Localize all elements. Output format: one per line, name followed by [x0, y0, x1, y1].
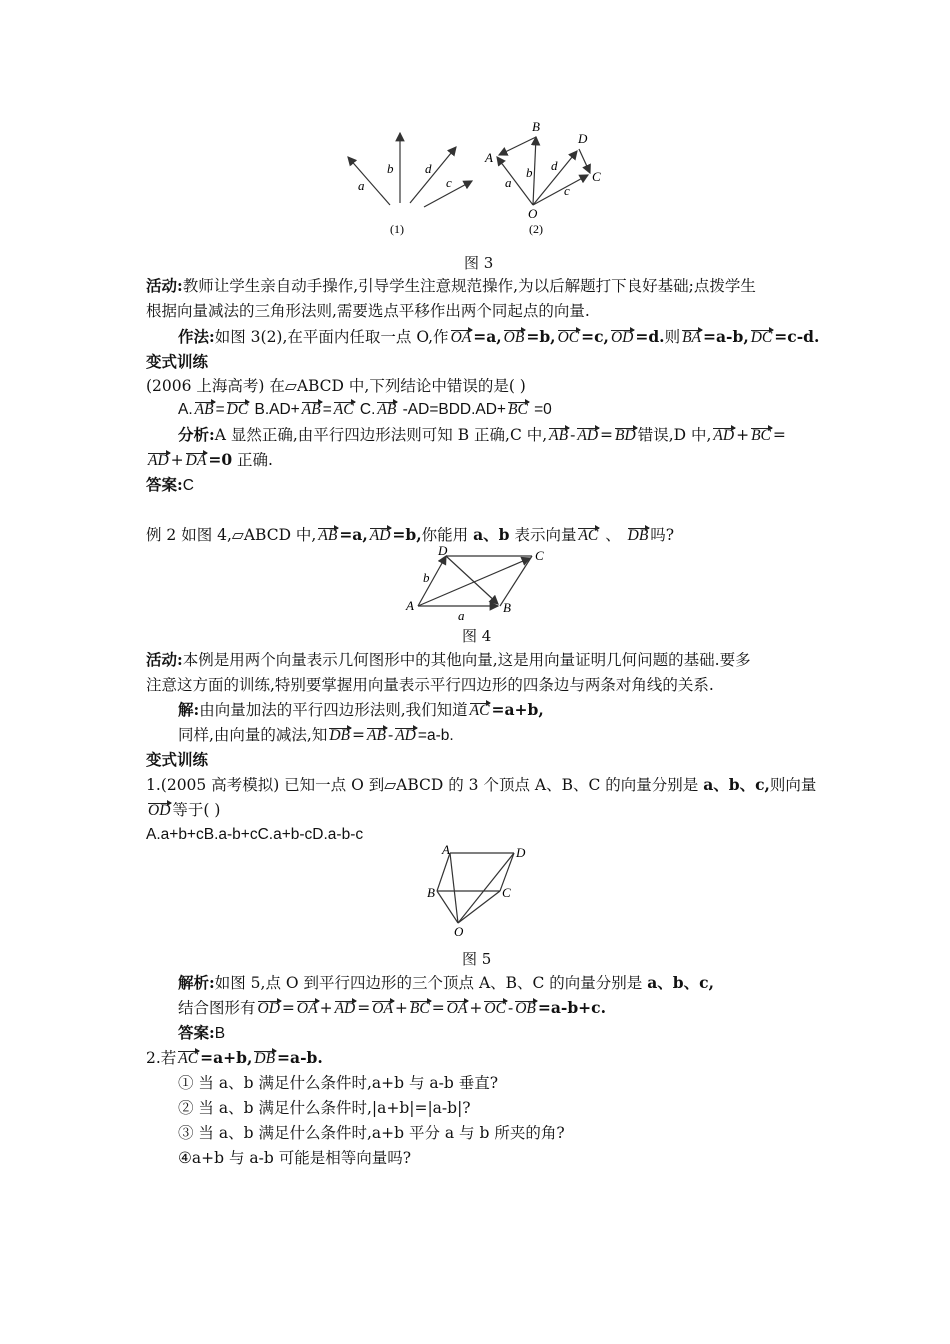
- q2-item4: ④a+b 与 a-b 可能是相等向量吗?: [178, 1149, 412, 1167]
- vector-OC: [533, 175, 588, 205]
- label-c-2: c: [564, 183, 570, 198]
- vec-OA: OA: [450, 329, 472, 346]
- label-c-1: c: [446, 175, 452, 190]
- label-A: A: [485, 150, 493, 165]
- label-O: O: [528, 206, 538, 221]
- figure-5-caption: 图 5: [462, 950, 492, 968]
- q2-item1: ① 当 a、b 满足什么条件时,a+b 与 a-b 垂直?: [178, 1074, 499, 1092]
- fig4-label-B: B: [503, 600, 511, 615]
- variant2-options: A.a+b+cB.a-b+cC.a+b-cD.a-b-c: [146, 826, 364, 843]
- variant1-options: A. AB = DC B.AD+ AB = AC C. AB -AD=BDD.AD+ BC =0: [178, 401, 552, 418]
- label-d-1: d: [425, 161, 432, 176]
- figure-4-caption: 图 4: [462, 627, 492, 645]
- variant1-heading: 变式训练: [146, 352, 209, 371]
- fig5-label-C: C: [502, 885, 511, 900]
- q2-intro: 2.若 AC =a+b, DB =a-b.: [146, 1048, 323, 1067]
- activity1-line1: 活动:教师让学生亲自动手操作,引导学生注意规范操作,为以后解题打下良好基础;点拨学生: [146, 276, 756, 295]
- activity2-line2: 注意这方面的训练,特别要掌握用向量表示平行四边形的四条边与两条对角线的关系.: [146, 676, 714, 694]
- variant2-analysis-line2: 结合图形有 OD = OA + AD = OA + BC = OA + OC - OB =a-b+c.: [178, 998, 606, 1017]
- label-C: C: [592, 169, 601, 184]
- fig5-label-D: D: [516, 845, 526, 860]
- method-line: 作法:如图 3(2),在平面内任取一点 O,作 OA =a, OB =b, OC =c, OD =d.则 BA =a-b, DC =c-d.: [178, 327, 820, 346]
- q2-item2: ② 当 a、b 满足什么条件时,|a+b|=|a-b|?: [178, 1099, 471, 1117]
- variant2-heading: 变式训练: [146, 750, 209, 769]
- variant2-analysis-line1: 解析:如图 5,点 O 到平行四边形的三个顶点 A、B、C 的向量分别是 a、b、c,: [178, 973, 714, 992]
- label-b-2: b: [526, 165, 533, 180]
- label-b-1: b: [387, 161, 394, 176]
- variant2-question-line1: 1.(2005 高考模拟) 已知一点 O 到▱ABCD 的 3 个顶点 A、B、C 的向量分别是 a、b、c,则向量: [146, 775, 817, 794]
- activity1-line2: 根据向量减法的三角形法则,需要选点平移作出两个同起点的向量.: [146, 302, 590, 320]
- figure-3-caption: 图 3: [464, 254, 494, 272]
- fig5-label-A: A: [442, 843, 450, 857]
- vector-OB: [533, 137, 536, 205]
- q2-item3: ③ 当 a、b 满足什么条件时,a+b 平分 a 与 b 所夹的角?: [178, 1124, 565, 1142]
- fig4-label-D: D: [438, 544, 448, 558]
- variant1-answer: 答案:C: [146, 475, 194, 494]
- label-a-2: a: [505, 175, 512, 190]
- figure-5: [422, 843, 532, 938]
- activity2-line1: 活动:本例是用两个向量表示几何图形中的其他向量,这是用向量证明几何问题的基础.要多: [146, 650, 751, 669]
- label-a-1: a: [358, 178, 365, 193]
- label-D: D: [578, 131, 588, 146]
- example2-question: 例 2 如图 4,▱ABCD 中, AB =a, AD =b,你能用 a、b 表示向量 AC 、 DB 吗?: [146, 525, 675, 544]
- variant2-answer: 答案:B: [178, 1023, 226, 1042]
- fig5-label-O: O: [454, 924, 464, 938]
- variant1-question: (2006 上海高考) 在▱ABCD 中,下列结论中错误的是( ): [146, 377, 526, 395]
- vector-DC: [579, 149, 590, 173]
- solution-line1: 解:由向量加法的平行四边形法则,我们知道 AC =a+b,: [178, 700, 544, 719]
- variant2-question-line2: OD 等于( ): [148, 801, 221, 819]
- fig4-label-A: A: [406, 598, 414, 613]
- variant1-analysis-line2: AD + DA =0 正确.: [148, 450, 273, 469]
- label-B: B: [532, 119, 540, 134]
- solution-line2: 同样,由向量的减法,知 DB = AB - AD =a-b.: [178, 726, 454, 744]
- fig4-label-a: a: [458, 608, 465, 622]
- variant1-analysis-line1: 分析:A 显然正确,由平行四边形法则可知 B 正确,C 中, AB - AD = BD 错误,D 中, AD + BC =: [178, 425, 786, 444]
- fig4-label-C: C: [535, 548, 544, 563]
- vector-BA: [499, 137, 536, 155]
- fig5-label-B: B: [427, 885, 435, 900]
- label-d-2: d: [551, 158, 558, 173]
- sub-caption-2: (2): [529, 222, 543, 236]
- fig4-DB: [446, 556, 498, 604]
- vector-a-1: [348, 157, 390, 205]
- fig4-label-b: b: [423, 570, 430, 585]
- sub-caption-1: (1): [390, 222, 404, 236]
- figure-3: [340, 115, 610, 245]
- figure-4: [400, 544, 550, 622]
